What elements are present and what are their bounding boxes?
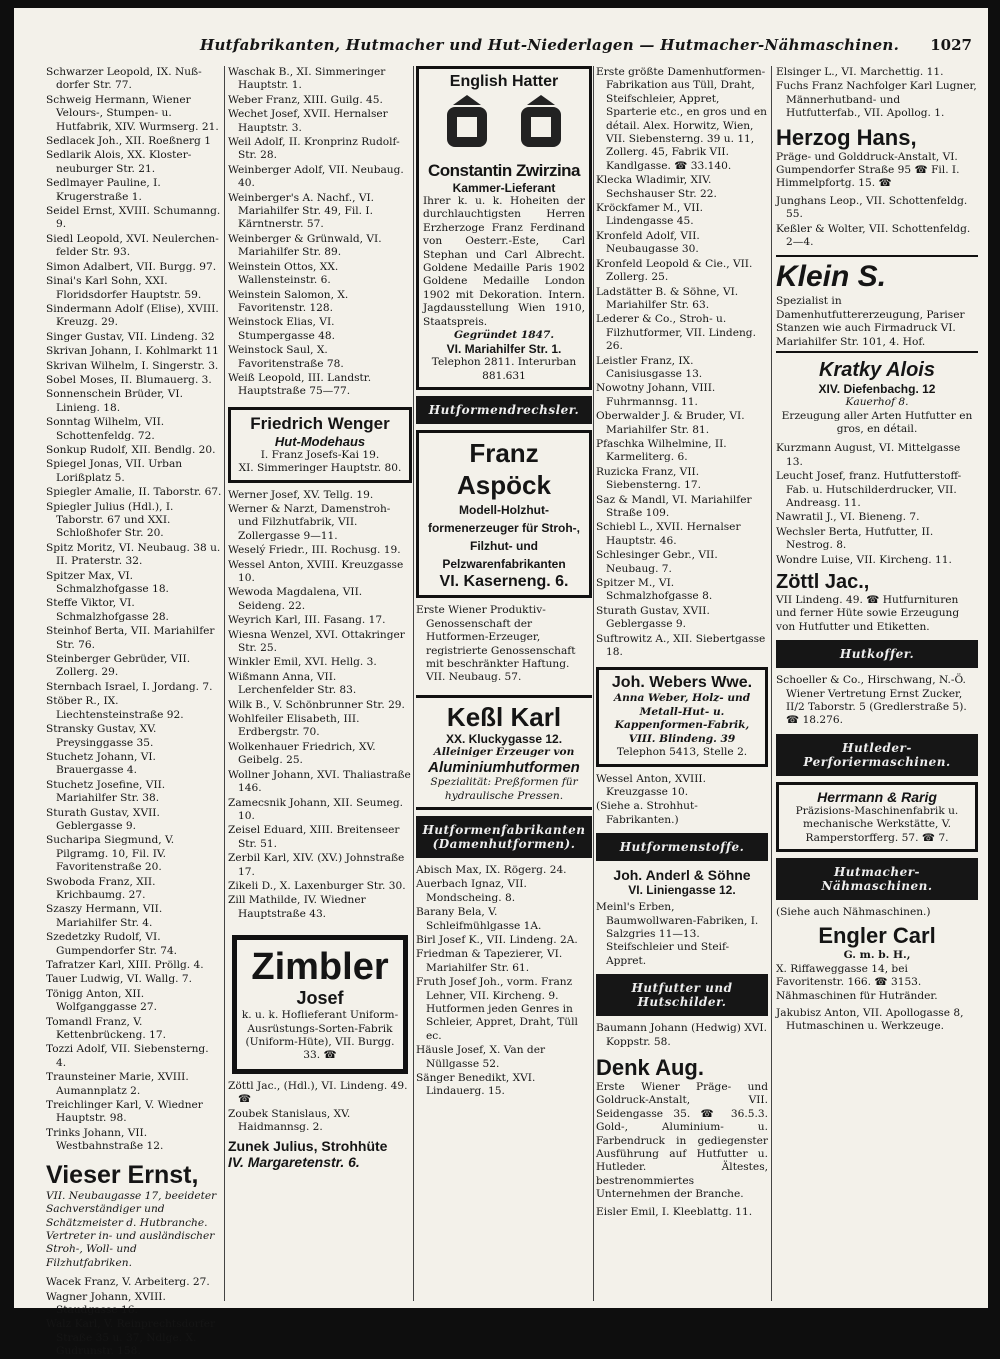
directory-entry: Klecka Wladimir, XIV. Sechshauser Str. 22. [596,174,717,200]
directory-entry: Wolkenhauer Friedrich, XV. Geibelg. 25. [228,740,376,767]
directory-entry: Weselý Friedr., III. Rochusg. 19. [228,544,401,557]
ad-text: Erste Wiener Präge- und Goldruck-Anstalt, VII. Seidengasse 35. ☎ 36.5.3. Gold-, Aluminium- u. Farbendruck in gediegenster Ausführung auf Hutfutter u. Hutleder. Ältestes, bestrenommiertes Unternehmen der Branche. [596,1080,768,1201]
ad-title: Constantin Zwirzina [428,161,580,180]
directory-entry: Wondre Luise, VII. Kircheng. 11. [776,553,952,566]
directory-entry: Weinstock Saul, X. Favoritenstraße 78. [228,344,344,370]
entry-list [46,1276,222,1358]
directory-entry: Schweig Hermann, Wiener Velours-, Stumpen- u. Hutfabrik, XIV. Wurmserg. 21. [46,93,219,133]
directory-entry: Trinks Johann, VII. Westbahnstraße 12. [46,1126,164,1153]
directory-entry: Sänger Benedikt, XVI. Lindauerg. 15. [416,1072,536,1098]
directory-entry: Sternbach Israel, I. Jordang. 7. [46,680,213,693]
entry-list [416,604,592,684]
ad-text: Spezialist in Damenhutfuttererzeugung, Pariser Stanzen wie auch Firmadruck VI. Mariahilfer Str. 101, 4. Hof. [776,295,965,348]
section-heading: Hutmacher-Nähmaschinen. [776,858,978,900]
ad-address: XX. Kluckygasse 12. [445,731,563,746]
column-4 [596,66,768,1306]
directory-entry: Stuchetz Josefine, VII. Mariahilfer Str. 38. [46,778,166,805]
directory-entry: Weinberger Adolf, VII. Neubaug. 40. [228,163,404,190]
ad-text: Modell-Holzhut-formenerzeuger für Stroh-, Filzhut- und Pelzwarenfabrikanten [427,503,580,572]
ad-line: I. Franz Josefs-Kai 19. [260,448,380,461]
ad-text: VII Lindeng. 49. ☎ Hutfurnituren und ferner Hüte sowie Erzeugung von Hutfutter und Etiketten. [776,593,960,633]
directory-entry: Schlesinger Gebr., VII. Neubaug. 7. [596,549,718,575]
directory-entry: Siedl Leopold, XVI. Neulerchen-felder Str. 93. [46,232,219,259]
entry-list [776,195,978,250]
ad-telephone: Telephon 2811. Interurban 881.631 [431,356,577,382]
directory-entry: Spiegler Julius (Hdl.), I. Taborstr. 67 und XXI. Schloßhofer Str. 20. [46,500,174,540]
section-heading: Hutfutter und Hutschilder. [596,974,768,1016]
ad-title: Keßl Karl [446,701,562,732]
directory-entry: Abisch Max, IX. Rögerg. 24. [416,863,567,876]
directory-entry: Weiß Leopold, III. Landstr. Hauptstraße 75—77. [228,371,372,398]
directory-entry: Ruzicka Franz, VII. Siebensterng. 17. [596,465,702,492]
directory-entry: Sedlacek Joh., XII. Roeßnerg 1 [46,135,211,148]
ad-anderl [596,867,768,897]
column-3 [416,66,592,1306]
ad-engler [776,923,978,1003]
page-title: Hutfabrikanten, Hutmacher und Hut-Niederlagen — Hutmacher-Nähmaschinen. [200,36,900,54]
ad-webers [596,667,768,766]
directory-entry: Weinstein Salomon, X. Favoritenstr. 128. [228,288,349,314]
directory-entry: Jakubisz Anton, VII. Apollogasse 8, Hutmaschinen u. Werkzeuge. [776,1007,964,1033]
directory-entry: Weinstock Elias, VI. Stumpergasse 48. [228,316,335,342]
directory-entry: Schwarzer Leopold, IX. Nuß-dorfer Str. 77. [46,66,202,92]
ad-address: VI. Liniengasse 12. [628,883,736,898]
directory-entry: Szedetzky Rudolf, VI. Gumpendorfer Str. 74. [46,931,178,957]
entry-list [46,66,222,1154]
ad-zunek [228,1138,412,1170]
ad-title: Zöttl Jac., [776,570,870,593]
ad-herzog [776,125,978,191]
directory-entry: Treichlinger Karl, V. Wiedner Hauptstr. 98. [46,1099,203,1125]
directory-entry: Tozzi Adolf, VII. Siebensterng. 4. [46,1043,209,1069]
directory-entry: Barany Bela, V. Schleifmühlgasse 1A. [416,906,542,932]
ad-heading: English Hatter [449,73,559,90]
ad-zimbler [232,935,408,1074]
column-rule [224,66,225,1301]
entry-list [596,1206,768,1219]
ad-founded: Gegründet 1847. [453,329,555,342]
crest-icon [429,93,579,159]
directory-entry: Steinberger Gebrüder, VII. Zollerg. 29. [46,653,191,679]
directory-entry: Steinhof Berta, VII. Mariahilfer Str. 76. [46,625,215,651]
directory-entry: Sonntag Wilhelm, VII. Schottenfeldg. 72. [46,416,165,442]
ad-title: Franz Aspöck [457,438,551,501]
ad-subtitle: Josef [296,988,344,1009]
ad-title: Vieser Ernst, [46,1160,199,1189]
directory-entry: Sturath Gustav, XVII. Geblergasse 9. [596,604,710,631]
ad-text: VII. Neubaugasse 17, beeideter Sachverständiger und Schätzmeister d. Hutbranche. Vertreter in- und ausländischer Stroh-, Woll- und Filzhutfabriken. [46,1189,217,1269]
directory-entry: Saz & Mandl, VI. Mariahilfer Straße 109. [596,493,752,519]
directory-entry: Singer Gustav, VII. Lindeng. 32 [46,330,215,343]
ad-title: Kratky Alois [819,359,935,382]
directory-entry: Leistler Franz, IX. Canisiusgasse 13. [596,354,703,380]
section-heading: Hutformenstoffe. [596,833,768,861]
directory-entry: Suftrowitz A., XII. Siebertgasse 18. [596,632,766,659]
directory-entry: Birl Josef K., VII. Lindeng. 2A. [416,933,578,946]
directory-page [14,8,988,1358]
entry-list [596,1022,768,1049]
ad-wenger [228,407,412,483]
ad-text: Ihrer k. u. k. Hoheiten der durchlauchtigsten Herren Erzherzoge Franz Ferdinand von Oesterr.-Este, Carl Stephan und Carl Albrecht. Goldene Medaille Paris 1902 Goldene Medaille London 1902 mit Dekoration. Intern. Jagdausstellung Wien 1910, Staatspreis. [423,195,585,328]
ad-subtitle: Kauerhof 8. [845,396,909,409]
column-2 [228,66,412,1306]
directory-entry: Oberwalder J. & Bruder, VI. Mariahilfer Str. 81. [596,410,745,436]
entry-list [776,674,978,728]
directory-entry: Spitzer Max, VI. Schmalzhofgasse 18. [46,569,169,596]
ad-title: Friedrich Wenger [250,413,390,433]
directory-entry: Wechsler Berta, Hutfutter, II. Nestrog. 8. [776,525,934,552]
directory-entry: (Siehe a. Strohhut-Fabrikanten.) [596,800,698,826]
ad-line: XI. Simmeringer Hauptstr. 80. [238,462,402,475]
ad-kratky [776,359,978,436]
entry-list [228,1080,412,1135]
directory-entry: Erste größte Damenhutformen-Fabrikation aus Tüll, Draht, Steifschleier, Appret, Sparterie etc., en gros und en détail. Alex. Horwitz, Wien, VII. Siebensterng. 39 u. 11, Zollerg. 45, Fabrik VII. Kandlgasse. ☎ 33.140. [596,66,767,172]
directory-entry: Wessel Anton, XVIII. Kreuzgasse 10. [596,772,706,798]
directory-entry: Traunsteiner Marie, XVIII. Aumannplatz 2. [46,1071,189,1097]
directory-entry: Werner & Narzt, Damenstroh- und Filzhutfabrik, VII. Zollergasse 9—11. [228,502,391,542]
directory-entry: Baumann Johann (Hedwig) XVI. Koppstr. 58. [596,1022,767,1048]
directory-entry: Ladstätter B. & Söhne, VI. Mariahilfer Str. 63. [596,285,739,311]
directory-entry: Weil Adolf, II. Kronprinz Rudolf-Str. 28. [228,136,400,162]
ad-text: Anna Weber, Holz- und Metall-Hut- u. Kappenformen-Fabrik, VIII. Blindeng. 39 [613,692,751,745]
page-header [14,34,988,60]
ad-line: Aluminiumhutformen [428,759,580,777]
directory-entry: Kronfeld Adolf, VII. Neubaugasse 30. [596,229,700,256]
directory-entry: Fruth Josef Joh., vorm. Franz Lehner, VII. Kircheng. 9. Hutformen jeden Genres in Schleier, Appret, Draht, Tüll ec. [416,976,578,1042]
directory-entry: Sedlarik Alois, XX. Kloster-neuburger Str. 21. [46,149,192,175]
entry-list [776,906,978,919]
directory-entry: Nowotny Johann, VIII. Fuhrmannsg. 11. [596,382,716,408]
entry-list [596,901,768,968]
ad-title: Joh. Webers Wwe. [611,674,753,692]
column-rule [771,66,772,1301]
entry-list [416,864,592,1099]
ad-text: Erzeugung aller Arten Hutfutter en gros, en détail. [781,409,973,435]
directory-entry: Weyrich Karl, III. Fasang. 17. [228,614,386,627]
directory-entry: Sedlmayer Pauline, I. Krugerstraße 1. [46,177,161,203]
section-heading: Hutkoffer. [776,640,978,668]
directory-entry: Tönigg Anton, XII. Wolfganggasse 27. [46,987,158,1014]
directory-entry: Zikeli D., X. Laxenburger Str. 30. [228,879,406,892]
ad-address: IV. Margaretenstr. 6. [228,1154,360,1171]
ad-herrmann [776,782,978,852]
directory-entry: Zill Mathilde, IV. Wiedner Hauptstraße 43. [228,894,366,920]
directory-entry: Zöttl Jac., (Hdl.), VI. Lindeng. 49. ☎ [228,1079,408,1106]
directory-entry: Spiegel Jonas, VII. Urban Lorißplatz 5. [46,458,183,484]
directory-entry: Weinberger & Grünwald, VI. Mariahilfer Str. 89. [228,232,382,259]
directory-entry: Seidel Ernst, XVIII. Schumanng. 9. [46,205,221,231]
directory-entry: Erste Wiener Produktiv-Genossenschaft der Hutformen-Erzeuger, registrierte Genossenschaft mit beschränkter Haftung. VII. Neubaug. 57. [416,604,576,684]
entry-list [596,773,768,828]
entry-list [228,66,412,399]
directory-entry: Zerbil Karl, XIV. (XV.) Johnstraße 17. [228,852,405,878]
directory-entry: Nawratil J., VI. Bieneng. 7. [776,511,920,524]
directory-entry: Leucht Josef, franz. Hutfutterstoff-Fab. u. Hutschilderdrucker, VII. Andreasg. 11. [776,470,962,509]
ad-subtitle: Hut-Modehaus [274,433,366,449]
ad-klein [776,255,978,353]
directory-entry: (Siehe auch Nähmaschinen.) [776,906,931,919]
directory-entry: Schoeller & Co., Hirschwang, N.-Ö. Wiener Vertretung Ernst Zucker, II/2 Taborstr. 5 (Gredlerstraße 5). ☎ 18.276. [776,674,967,727]
ad-zoettl [776,571,978,634]
directory-entry: Stöber R., IX. Liechtensteinstraße 92. [46,695,184,721]
directory-entry: Waschak B., XI. Simmeringer Hauptstr. 1. [228,66,386,92]
entry-list [228,489,412,922]
directory-entry: Keßler & Wolter, VII. Schottenfeldg. 2—4. [776,222,971,249]
directory-entry: Weinstein Ottos, XX. Wallensteinstr. 6. [228,260,339,287]
directory-entry: Sindermann Adolf (Elise), XVIII. Kreuzg. 29. [46,302,219,329]
directory-entry: Spitzer M., VI. Schmalzhofgasse 8. [596,577,713,603]
column-1 [46,66,222,1358]
directory-entry: Zeisel Eduard, XIII. Breitenseer Str. 51. [228,824,400,850]
ad-title: Denk Aug. [596,1054,704,1080]
ad-subtitle: Kammer-Lieferant [452,181,556,195]
column-rule [413,66,414,1301]
ad-text: Präge- und Golddruck-Anstalt, VI. Gumpendorfer Straße 95 ☎ Fil. I. Himmelpfortg. 15. ☎ [776,150,960,190]
directory-entry: Sobel Moses, II. Blumauerg. 3. [46,373,212,386]
ad-title: Klein S. [776,260,887,294]
page-number: 1027 [930,36,972,54]
directory-entry: Wewoda Magdalena, VII. Seideng. 22. [228,586,363,612]
directory-entry: Wechet Josef, XVII. Hernalser Hauptstr. 3. [228,108,388,134]
directory-entry: Wißmann Anna, VII. Lerchenfelder Str. 83. [228,670,357,697]
directory-entry: Friedman & Tapezierer, VI. Mariahilfer Str. 61. [416,948,563,974]
directory-entry: Wohlfeiler Elisabeth, III. Erdbergstr. 70. [228,713,360,739]
directory-entry: Meinl's Erben, Baumwollwaren-Fabriken, I. Salzgries 11—13. Steifschleier und Steif-Appret. [596,901,759,967]
ad-telephone: Telephon 5413, Stelle 2. [616,746,748,759]
directory-entry: Szaszy Hermann, VII. Mariahilfer Str. 4. [46,903,163,929]
ad-kessl [416,695,592,810]
column-rule [593,66,594,1301]
directory-entry: Sturath Gustav, XVII. Geblergasse 9. [46,806,160,832]
ad-subtitle: G. m. b. H., [843,949,911,962]
directory-entry: Simon Adalbert, VII. Burgg. 97. [46,260,217,273]
directory-entry: Tauer Ludwig, VI. Wallg. 7. [46,973,192,986]
ad-title: Engler Carl [818,923,936,949]
directory-entry: Spiegler Amalie, II. Taborstr. 67. [46,486,222,499]
directory-entry: Wessel Anton, XVIII. Kreuzgasse 10. [228,558,404,584]
directory-entry: Walz Karl, V. Reinprechtsdorfer Straße 35 u. 37, Ndlge. X. Gudrunstr. 158. [46,1318,216,1358]
directory-entry: Weinberger's A. Nachf., VI. Mariahilfer Str. 49, Fil. I. Kärntnerstr. 57. [228,191,375,231]
directory-entry: Sonnenschein Brüder, VI. Linieng. 18. [46,388,183,414]
ad-address: VI. Mariahilfer Str. 1. [446,342,562,357]
directory-entry: Spitz Moritz, VI. Neubaug. 38 u. II. Praterstr. 32. [46,541,221,568]
ad-address: XIV. Diefenbachg. 12 [818,382,936,397]
directory-entry: Tafratzer Karl, XIII. Pröllg. 4. [46,959,204,971]
directory-entry: Tomandl Franz, V. Kettenbrückeng. 17. [46,1015,166,1042]
directory-entry: Zamecsnik Johann, XII. Seumeg. 10. [228,796,403,822]
entry-list [776,66,978,121]
directory-entry: Wiesna Wenzel, XVI. Ottakringer Str. 25. [228,628,405,655]
directory-entry: Schiebl L., XVII. Hernalser Hauptstr. 46. [596,521,741,547]
ad-vieser [46,1160,222,1270]
ad-text: Präzisions-Maschinenfabrik u. mechanische Werkstätte, V. Ramperstorfferg. 57. ☎ 7. [795,804,959,844]
directory-entry: Kröckfamer M., VII. Lindengasse 45. [596,202,704,228]
directory-entry: Swoboda Franz, XII. Krichbaumg. 27. [46,875,156,901]
entry-list [776,442,978,567]
ad-zwirzina [416,66,592,390]
entry-list [596,66,768,659]
directory-entry: Sucharipa Siegmund, V. Pilgramg. 10, Fil. IV. Favoritenstraße 20. [46,834,175,874]
ad-title: Zimbler [251,946,389,989]
directory-entry: Wilk B., V. Schönbrunner Str. 29. [228,698,405,711]
ad-title: Zunek Julius, Strohhüte [228,1138,388,1155]
directory-entry: Fuchs Franz Nachfolger Karl Lugner, Männerhutband- und Hutfutterfab., VII. Apollog. 1. [776,80,977,120]
ad-text: X. Riffaweggasse 14, bei Favoritenstr. 166. ☎ 3153. Nähmaschinen für Hutränder. [776,962,938,1002]
directory-entry: Pfaschka Wilhelmine, II. Karmeliterg. 6. [596,437,727,464]
directory-entry: Stransky Gustav, XV. Preysinggasse 35. [46,723,157,749]
directory-entry: Stuchetz Johann, VI. Brauergasse 4. [46,750,156,777]
directory-entry: Kurzmann August, VI. Mittelgasse 13. [776,442,961,468]
directory-entry: Wagner Johann, XVIII. Staudgasse 16. [46,1290,166,1316]
ad-aspoeck [416,430,592,598]
directory-entry: Häusle Josef, X. Van der Nüllgasse 52. [416,1044,546,1070]
ad-line: Spezialität: Preßformen für hydraulische Pressen. [430,776,578,802]
column-5 [776,66,978,1306]
ad-text: k. u. k. Hoflieferant Uniform-Ausrüstungs-Sorten-Fabrik (Uniform-Hüte), VII. Burgg. 33. ☎ [241,1009,399,1062]
directory-entry: Zoubek Stanislaus, XV. Haidmannsg. 2. [228,1107,351,1133]
directory-entry: Werner Josef, XV. Tellg. 19. [228,488,374,501]
directory-entry: Skrivan Johann, I. Kohlmarkt 11 [46,345,219,358]
directory-entry: Eisler Emil, I. Kleeblattg. 11. [596,1205,753,1218]
directory-entry: Steffe Viktor, VI. Schmalzhofgasse 28. [46,597,169,623]
directory-entry: Winkler Emil, XVI. Hellg. 3. [228,656,377,669]
ad-denk [596,1055,768,1202]
directory-entry: Auerbach Ignaz, VII. Mondscheing. 8. [416,878,527,904]
directory-entry: Wollner Johann, XVI. Thaliastraße 146. [228,768,411,795]
ad-title: Joh. Anderl & Söhne [613,867,751,884]
directory-entry: Junghans Leop., VII. Schottenfeldg. 55. [776,194,968,221]
section-heading: Hutformenfabrikanten (Damenhutformen). [416,816,592,858]
ad-address: VI. Kaserneng. 6. [439,573,569,591]
directory-entry: Skrivan Wilhelm, I. Singerstr. 3. [46,359,219,372]
section-heading: Hutleder-Perforiermaschinen. [776,734,978,776]
directory-entry: Sinai's Karl Sohn, XXI. Floridsdorfer Hauptstr. 59. [46,275,202,301]
section-heading: Hutformendrechsler. [416,396,592,424]
directory-entry: Elsinger L., VI. Marchettig. 11. [776,66,944,78]
directory-entry: Weber Franz, XIII. Guilg. 45. [228,93,383,106]
ad-title: Herrmann & Rarig [817,788,937,805]
ad-line: Alleiniger Erzeuger von [433,745,575,758]
directory-entry: Kronfeld Leopold & Cie., VII. Zollerg. 25. [596,257,753,284]
directory-entry: Wacek Franz, V. Arbeiterg. 27. [46,1276,210,1289]
directory-entry: Sonkup Rudolf, XII. Bendlg. 20. [46,443,216,456]
directory-entry: Lederer & Co., Stroh- u. Filzhutformer, VII. Lindeng. 26. [596,313,756,353]
ad-title: Herzog Hans, [776,124,917,150]
entry-list [776,1007,978,1034]
